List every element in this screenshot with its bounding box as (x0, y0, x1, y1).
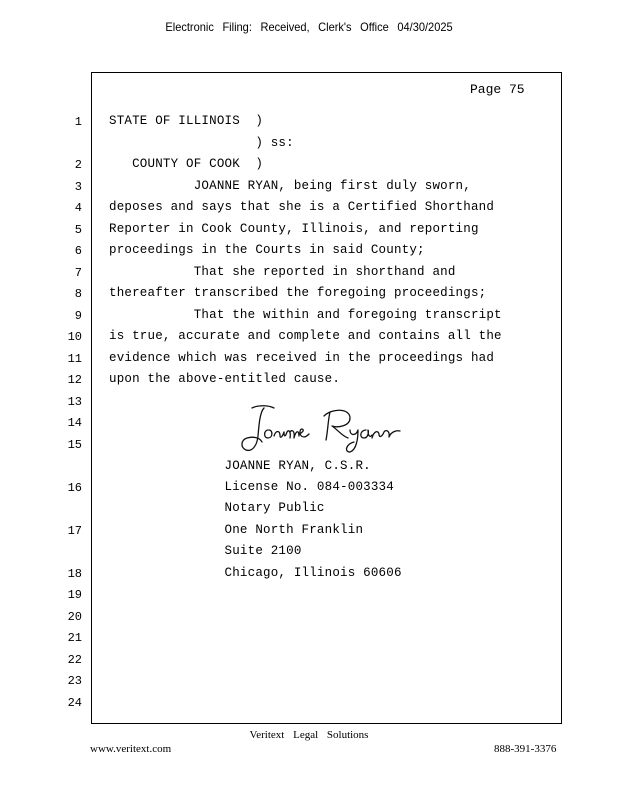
line-number: 14 (67, 416, 82, 430)
line-number: 16 (67, 481, 82, 495)
transcript-line-text: JOANNE RYAN, being first duly sworn, (109, 179, 471, 193)
footer-phone: 888-391-3376 (494, 743, 557, 755)
line-number: 21 (67, 631, 82, 645)
transcript-line-text: thereafter transcribed the foregoing proceedings; (109, 286, 487, 300)
signature-image (238, 402, 413, 458)
line-number: 12 (67, 373, 82, 387)
page-number: Page 75 (470, 82, 525, 97)
footer-website: www.veritext.com (90, 743, 172, 755)
transcript-line-text: License No. 084-003334 (109, 480, 394, 494)
line-number: 10 (67, 330, 82, 344)
line-number: 19 (67, 588, 82, 602)
line-number: 15 (67, 438, 82, 452)
transcript-line-text: evidence which was received in the proceedings had (109, 351, 495, 365)
transcript-line-text: Notary Public (109, 501, 325, 515)
filing-stamp: Electronic Filing: Received, Clerk's Office 04/30/2025 (165, 20, 453, 34)
line-number: 18 (67, 567, 82, 581)
transcript-line-text: That she reported in shorthand and (109, 265, 456, 279)
line-number: 11 (67, 352, 82, 366)
transcript-line-text: Reporter in Cook County, Illinois, and reporting (109, 222, 479, 236)
line-number: 7 (74, 266, 82, 280)
line-number: 24 (67, 696, 82, 710)
transcript-line-text: deposes and says that she is a Certified Shorthand (109, 200, 495, 214)
transcript-line-text: Chicago, Illinois 60606 (109, 566, 402, 580)
line-number: 4 (74, 201, 82, 215)
line-number: 22 (67, 653, 82, 667)
line-number: 6 (74, 244, 82, 258)
line-number: 2 (74, 158, 82, 172)
transcript-line-text: STATE OF ILLINOIS ) (109, 114, 264, 128)
line-number: 17 (67, 524, 82, 538)
transcript-line-text: Suite 2100 (109, 544, 302, 558)
footer-company: Veritext Legal Solutions (249, 729, 369, 741)
line-number: 8 (74, 287, 82, 301)
line-number: 13 (67, 395, 82, 409)
line-number: 20 (67, 610, 82, 624)
line-number: 9 (74, 309, 82, 323)
transcript-line-text: That the within and foregoing transcript (109, 308, 502, 322)
line-number: 1 (74, 115, 82, 129)
transcript-line-text: proceedings in the Courts in said County; (109, 243, 425, 257)
transcript-line-text: upon the above-entitled cause. (109, 372, 341, 386)
transcript-line-text: One North Franklin (109, 523, 364, 537)
transcript-line-text: ) ss: (109, 136, 294, 150)
transcript-line-text: JOANNE RYAN, C.S.R. (109, 459, 371, 473)
line-number: 23 (67, 674, 82, 688)
transcript-line-text: COUNTY OF COOK ) (109, 157, 264, 171)
line-number: 5 (74, 223, 82, 237)
line-number: 3 (74, 180, 82, 194)
transcript-line-text: is true, accurate and complete and contains all the (109, 329, 502, 343)
